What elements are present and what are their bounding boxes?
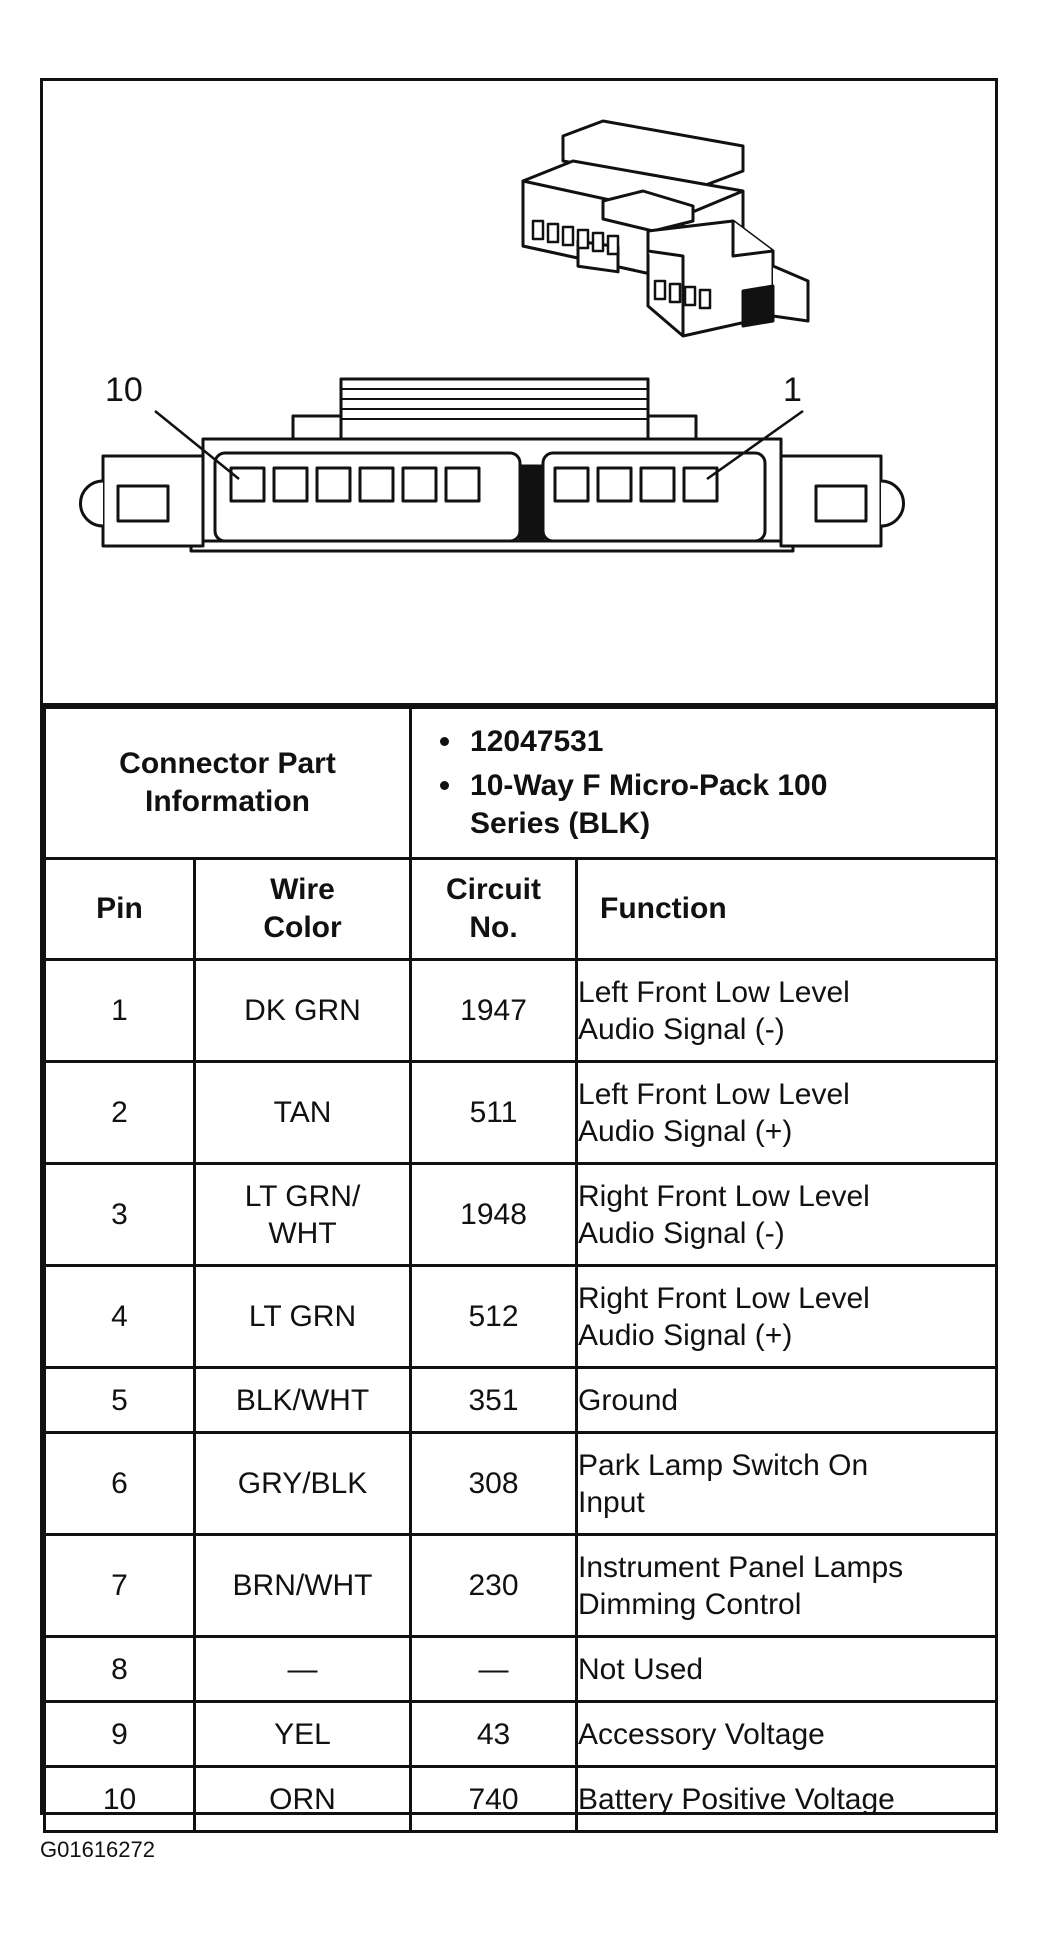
- cell-wire-color: DK GRN: [195, 960, 411, 1062]
- connector-info-label: [45, 708, 411, 859]
- table-row: [45, 1433, 997, 1535]
- cell-function: [577, 1535, 997, 1637]
- header-wire-color-text: Wire Color: [263, 873, 342, 944]
- table-row: [45, 1767, 997, 1832]
- cell-circuit: 308: [411, 1433, 577, 1535]
- info-item-connector-type: [470, 767, 830, 843]
- cell-function-text: Right Front Low Level Audio Signal (-): [578, 1179, 870, 1250]
- info-item-text: 12047531: [470, 725, 604, 758]
- cell-pin: 3: [45, 1164, 195, 1266]
- cell-pin: 10: [45, 1767, 195, 1832]
- cell-circuit: 1947: [411, 960, 577, 1062]
- cell-function: Not Used: [577, 1637, 997, 1702]
- cell-wire-color: —: [195, 1637, 411, 1702]
- pin-1-callout: 1: [783, 371, 802, 409]
- cell-circuit: 230: [411, 1535, 577, 1637]
- bullet-icon: [440, 781, 449, 790]
- cell-circuit: 351: [411, 1368, 577, 1433]
- cell-circuit: 740: [411, 1767, 577, 1832]
- cell-wire-color: TAN: [195, 1062, 411, 1164]
- figure-code: G01616272: [40, 1837, 155, 1862]
- table-row: [45, 960, 997, 1062]
- cell-pin: 1: [45, 960, 195, 1062]
- info-item-part-number: [470, 723, 995, 761]
- cell-pin: 8: [45, 1637, 195, 1702]
- cell-pin: 2: [45, 1062, 195, 1164]
- connector-figure: [43, 81, 995, 706]
- cell-function: [577, 1266, 997, 1368]
- cell-wire-color: LT GRN: [195, 1266, 411, 1368]
- cell-wire-color: GRY/BLK: [195, 1433, 411, 1535]
- cell-pin: 4: [45, 1266, 195, 1368]
- cell-wire-color: [195, 1164, 411, 1266]
- cell-pin: 5: [45, 1368, 195, 1433]
- cell-circuit: 43: [411, 1702, 577, 1767]
- table-row: [45, 1368, 997, 1433]
- connector-iso-view: [523, 121, 808, 336]
- cell-circuit: 512: [411, 1266, 577, 1368]
- cell-function: [577, 1164, 997, 1266]
- connector-drawing: [43, 81, 995, 703]
- cell-circuit: 511: [411, 1062, 577, 1164]
- cell-function: [577, 1062, 997, 1164]
- cell-function-text: Right Front Low Level Audio Signal (+): [578, 1281, 870, 1352]
- cell-wire-color: BRN/WHT: [195, 1535, 411, 1637]
- cell-wire-color: ORN: [195, 1767, 411, 1832]
- pin-10-callout: 10: [105, 371, 143, 409]
- header-function: Function: [577, 859, 997, 960]
- table-header-row: [45, 859, 997, 960]
- cell-wire-color: BLK/WHT: [195, 1368, 411, 1433]
- connector-front-view: [81, 379, 904, 551]
- cell-function: Battery Positive Voltage: [577, 1767, 997, 1832]
- cell-function-text: Instrument Panel Lamps Dimming Control: [578, 1550, 904, 1621]
- cell-pin: 9: [45, 1702, 195, 1767]
- connector-info-row: [45, 708, 997, 859]
- table-row: [45, 1062, 997, 1164]
- cell-pin: 6: [45, 1433, 195, 1535]
- table-row: [45, 1702, 997, 1767]
- cell-pin: 7: [45, 1535, 195, 1637]
- header-wire-color: [195, 859, 411, 960]
- connector-info-label-text: Connector Part Information: [119, 747, 336, 818]
- cell-function: Accessory Voltage: [577, 1702, 997, 1767]
- cell-function: [577, 1433, 997, 1535]
- table-row: [45, 1535, 997, 1637]
- cell-wire-color-text: LT GRN/ WHT: [244, 1179, 361, 1250]
- connector-table: [43, 706, 998, 1833]
- connector-sheet: [40, 78, 998, 1815]
- cell-function-text: Park Lamp Switch On Input: [578, 1448, 869, 1519]
- header-pin: Pin: [45, 859, 195, 960]
- connector-info-list: [411, 708, 997, 859]
- table-row: [45, 1637, 997, 1702]
- cell-function: Ground: [577, 1368, 997, 1433]
- bullet-icon: [440, 737, 449, 746]
- cell-function-text: Left Front Low Level Audio Signal (+): [578, 1077, 850, 1148]
- cell-wire-color: YEL: [195, 1702, 411, 1767]
- info-item-text: 10-Way F Micro-Pack 100 Series (BLK): [470, 769, 828, 840]
- cell-function-text: Left Front Low Level Audio Signal (-): [578, 975, 850, 1046]
- header-circuit-no-text: Circuit No.: [446, 873, 542, 944]
- table-row: [45, 1164, 997, 1266]
- cell-circuit: —: [411, 1637, 577, 1702]
- table-row: [45, 1266, 997, 1368]
- cell-function: [577, 960, 997, 1062]
- header-circuit-no: [411, 859, 577, 960]
- cell-circuit: 1948: [411, 1164, 577, 1266]
